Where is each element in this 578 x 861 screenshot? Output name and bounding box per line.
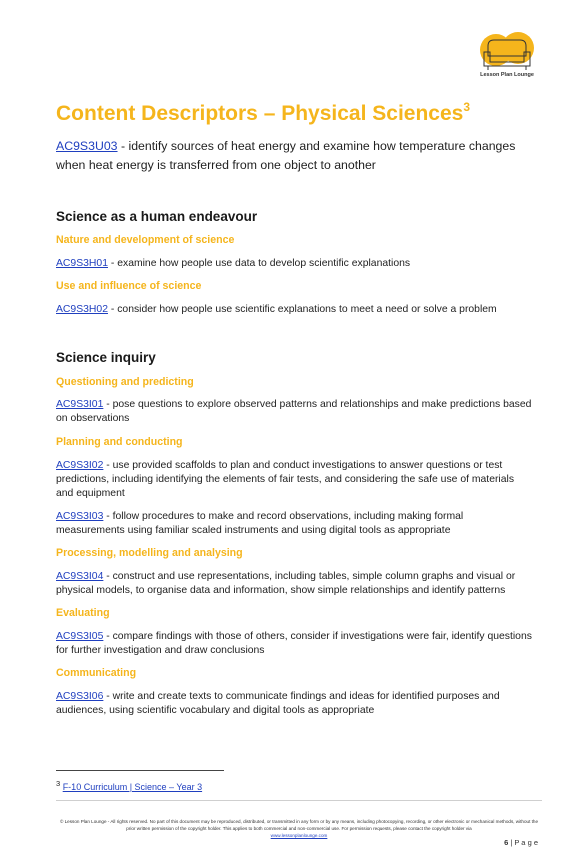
subheading: Processing, modelling and analysing bbox=[56, 547, 243, 559]
subheading: Planning and conducting bbox=[56, 436, 183, 448]
list-item: AC9S3I01 - pose questions to explore observed patterns and relationships and make predictions based on observations bbox=[56, 399, 532, 424]
descriptor-link[interactable]: AC9S3I02 bbox=[56, 460, 104, 471]
intro-descriptor: AC9S3U03 - identify sources of heat energy and examine how temperature changes when heat energy is transferred from one object to another bbox=[56, 139, 516, 172]
descriptor-link[interactable]: AC9S3I05 bbox=[56, 631, 104, 642]
list-item: AC9S3I06 - write and create texts to communicate findings and ideas for identified purposes and audiences, using scientific vocabulary and digital tools as appropriate bbox=[56, 691, 500, 716]
page-title: Content Descriptors – Physical Sciences$^3$ bbox=[56, 100, 471, 125]
footnote-divider bbox=[56, 770, 224, 771]
list-item: AC9S3H02 - consider how people use scientific explanations to meet a need or solve a problem bbox=[56, 304, 497, 315]
subheading: Questioning and predicting bbox=[56, 376, 194, 388]
subheading: Use and influence of science bbox=[56, 280, 202, 292]
footnote-link[interactable]: F-10 Curriculum | Science – Year 3 bbox=[62, 782, 203, 792]
descriptor-link[interactable]: AC9S3U03 bbox=[56, 139, 118, 153]
list-item: AC9S3I05 - compare findings with those of others, consider if investigations were fair, identify questions for further investigation and draw conclusions bbox=[56, 631, 532, 656]
list-item: AC9S3H01 - examine how people use data to develop scientific explanations bbox=[56, 258, 411, 269]
section-heading-inquiry: Science inquiry bbox=[56, 350, 156, 365]
section-heading-endeavour: Science as a human endeavour bbox=[56, 209, 258, 224]
footer-divider bbox=[56, 800, 542, 801]
website-link[interactable]: www.lessonplanlounge.com bbox=[270, 833, 328, 838]
descriptor-link[interactable]: AC9S3H01 bbox=[56, 258, 108, 269]
descriptor-link[interactable]: AC9S3I06 bbox=[56, 691, 104, 702]
descriptor-link[interactable]: AC9S3I01 bbox=[56, 399, 104, 410]
list-item: AC9S3I02 - use provided scaffolds to plan and conduct investigations to answer questions or test predictions, including identifying the elements of fair tests, and considering the safe use of materials and equipment bbox=[56, 460, 515, 499]
subheading: Communicating bbox=[56, 667, 137, 679]
logo-text: Lesson Plan Lounge bbox=[480, 72, 534, 78]
copyright-notice: © Lesson Plan Lounge - All rights reserved. No part of this document may be reproduced, distributed, or transmitted in any form or by any means, including photocopying, recording, or other electronic or mechanical methods, without the prior written permission of the copyright holder. This applies to both commercial and non-commercial use. For permission requests, please contact the copyright holder via www.lessonplanlounge.com bbox=[59, 819, 539, 838]
subheading: Evaluating bbox=[56, 607, 110, 619]
subheading: Nature and development of science bbox=[56, 234, 235, 246]
page-number: 6 | P a g e bbox=[504, 838, 538, 847]
descriptor-link[interactable]: AC9S3I04 bbox=[56, 571, 104, 582]
footnote-ref: 3 bbox=[463, 100, 471, 114]
list-item: AC9S3I04 - construct and use representations, including tables, simple column graphs and visual or physical models, to organise data and information, show simple relationships and identify patterns bbox=[56, 571, 516, 596]
descriptor-link[interactable]: AC9S3H02 bbox=[56, 304, 108, 315]
descriptor-link[interactable]: AC9S3I03 bbox=[56, 511, 104, 522]
list-item: AC9S3I03 - follow procedures to make and record observations, including making formal measurements using familiar scaled instruments and using digital tools as appropriate bbox=[56, 511, 464, 536]
footnote bbox=[56, 779, 202, 792]
footnote-number: 3 bbox=[56, 779, 61, 788]
